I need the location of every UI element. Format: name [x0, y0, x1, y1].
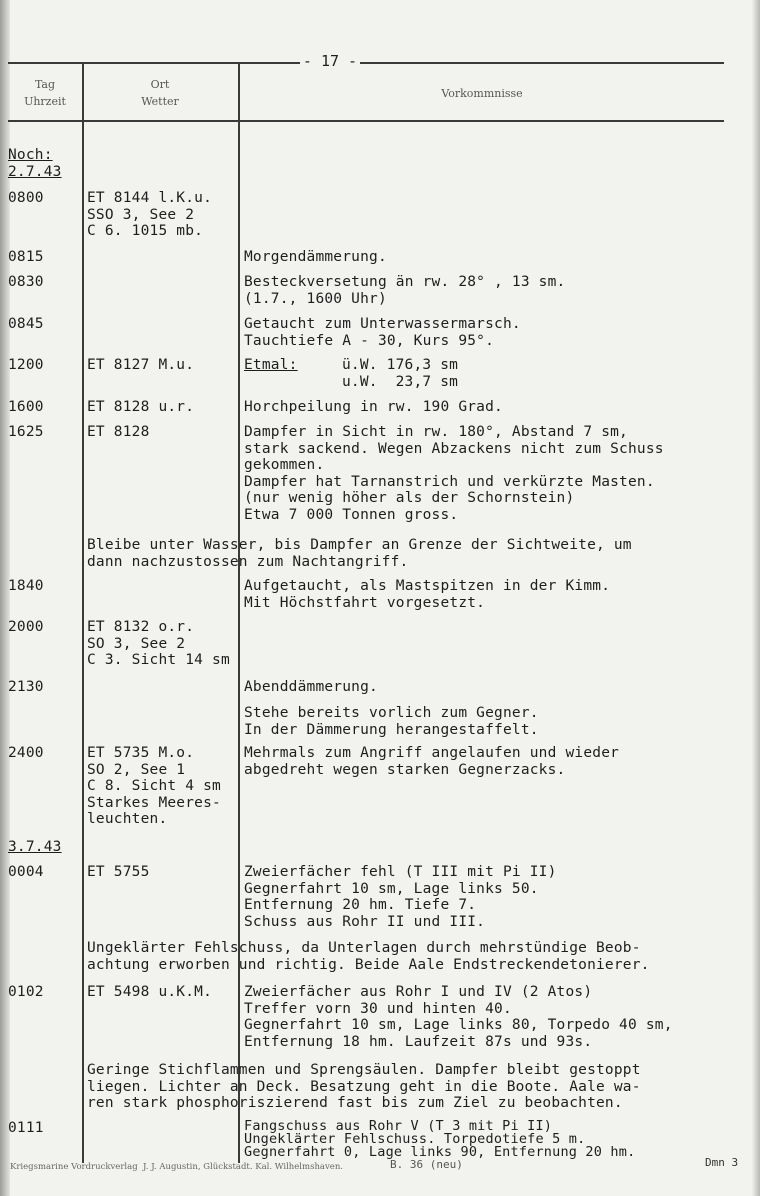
- printer-imprint: Kriegsmarine Vordruckverlag J. J. Augustin, Glückstadt. Kal. Wilhelmshaven.: [10, 1162, 344, 1172]
- event-cell: Mehrmals zum Angriff angelaufen und wieder abgedreht wegen starken Gegnerzacks.: [244, 745, 620, 778]
- place-weather-cell: ET 5735 M.o. SO 2, See 1 C 8. Sicht 4 sm Starkes Meeres- leuchten.: [87, 745, 221, 827]
- event-cell: Getaucht zum Unterwassermarsch. Tauchtiefe A - 30, Kurs 95°.: [244, 316, 521, 349]
- header-events: Vorkommnisse: [441, 87, 523, 100]
- date-continued: Noch: 2.7.43: [8, 147, 62, 180]
- event-cell: Zweierfächer fehl (T III mit Pi II) Gegnerfahrt 10 sm, Lage links 50. Entfernung 20 hm. Tiefe 7. Schuss aus Rohr II und III.: [244, 864, 557, 930]
- event-cell: Etmal:: [244, 357, 298, 373]
- event-cell: Fangschuss aus Rohr V (T 3 mit Pi II) Ungeklärter Fehlschuss. Torpedotiefe 5 m. Gegnerfahrt 0, Lage links 90, Entfernung 20 hm.: [244, 1118, 636, 1160]
- place-weather-cell: ET 8132 o.r. SO 3, See 2 C 3. Sicht 14 sm: [87, 619, 230, 668]
- place-weather-cell: ET 8128: [87, 424, 150, 440]
- time-cell: 2000: [8, 619, 44, 635]
- form-code: B. 36 (neu): [390, 1158, 463, 1171]
- place-weather-cell: ET 5498 u.K.M.: [87, 984, 213, 1000]
- event-cell-detail: ü.W. 176,3 sm u.W. 23,7 sm: [342, 357, 459, 390]
- place-weather-cell: ET 8127 M.u.: [87, 357, 195, 373]
- event-cell: Abenddämmerung.: [244, 679, 378, 695]
- column-rule-2: [238, 63, 240, 1163]
- date-heading: 3.7.43: [8, 839, 62, 855]
- time-cell: 0102: [8, 984, 44, 1000]
- event-cell: Zweierfächer aus Rohr I und IV (2 Atos) Treffer vorn 30 und hinten 40. Gegnerfahrt 10 sm, Lage links 80, Torpedo 40 sm, Entfernung 18 hm. Laufzeit 87s und 93s.: [244, 984, 673, 1050]
- event-cell: Stehe bereits vorlich zum Gegner. In der Dämmerung herangestaffelt.: [244, 705, 539, 738]
- time-cell: 2130: [8, 679, 44, 695]
- event-note-spanning: Geringe Stichflammen und Sprengsäulen. Dampfer bleibt gestoppt liegen. Lichter an Deck. Besatzung geht in die Boote. Aale wa- ren stark phosphoriszierend fast bis zum Ziel zu beobachten.: [87, 1062, 641, 1111]
- page-mark: Dmn 3: [705, 1156, 739, 1169]
- time-cell: 2400: [8, 745, 44, 761]
- column-rule-1: [82, 63, 84, 1163]
- header-place-weather: Ort Wetter: [141, 78, 179, 108]
- time-cell: 0830: [8, 274, 44, 290]
- event-note-spanning: Ungeklärter Fehlschuss, da Unterlagen durch mehrstündige Beob- achtung erworben und richtig. Beide Aale Endstreckendetonierer.: [87, 940, 650, 973]
- time-cell: 0111: [8, 1120, 44, 1136]
- time-cell: 0815: [8, 249, 44, 265]
- time-cell: 1600: [8, 399, 44, 415]
- header-day-time: Tag Uhrzeit: [24, 78, 66, 108]
- scan-shadow-right: [752, 0, 760, 1196]
- page-number: - 17 -: [300, 52, 360, 70]
- place-weather-cell: ET 8128 u.r.: [87, 399, 195, 415]
- time-cell: 0845: [8, 316, 44, 332]
- place-weather-cell: ET 5755: [87, 864, 150, 880]
- time-cell: 1200: [8, 357, 44, 373]
- place-weather-cell: ET 8144 l.K.u. SSO 3, See 2 C 6. 1015 mb.: [87, 190, 213, 239]
- event-cell: Besteckversetung än rw. 28° , 13 sm. (1.7., 1600 Uhr): [244, 274, 566, 307]
- time-cell: 1840: [8, 578, 44, 594]
- event-cell: Morgendämmerung.: [244, 249, 387, 265]
- time-cell: 1625: [8, 424, 44, 440]
- time-cell: 0004: [8, 864, 44, 880]
- event-note-spanning: Bleibe unter Wasser, bis Dampfer an Grenze der Sichtweite, um dann nachzustossen zum Nachtangriff.: [87, 537, 632, 570]
- header-rule: [8, 120, 724, 122]
- top-rule: [8, 62, 724, 64]
- event-cell: Dampfer in Sicht in rw. 180°, Abstand 7 sm, stark sackend. Wegen Abzackens nicht zum Schuss gekommen. Dampfer hat Tarnanstrich und verkürzte Masten. (nur wenig höher als der Schornstein) Etwa 7 000 Tonnen gross.: [244, 424, 664, 523]
- time-cell: 0800: [8, 190, 44, 206]
- event-cell: Aufgetaucht, als Mastspitzen in der Kimm. Mit Höchstfahrt vorgesetzt.: [244, 578, 611, 611]
- event-cell: Horchpeilung in rw. 190 Grad.: [244, 399, 503, 415]
